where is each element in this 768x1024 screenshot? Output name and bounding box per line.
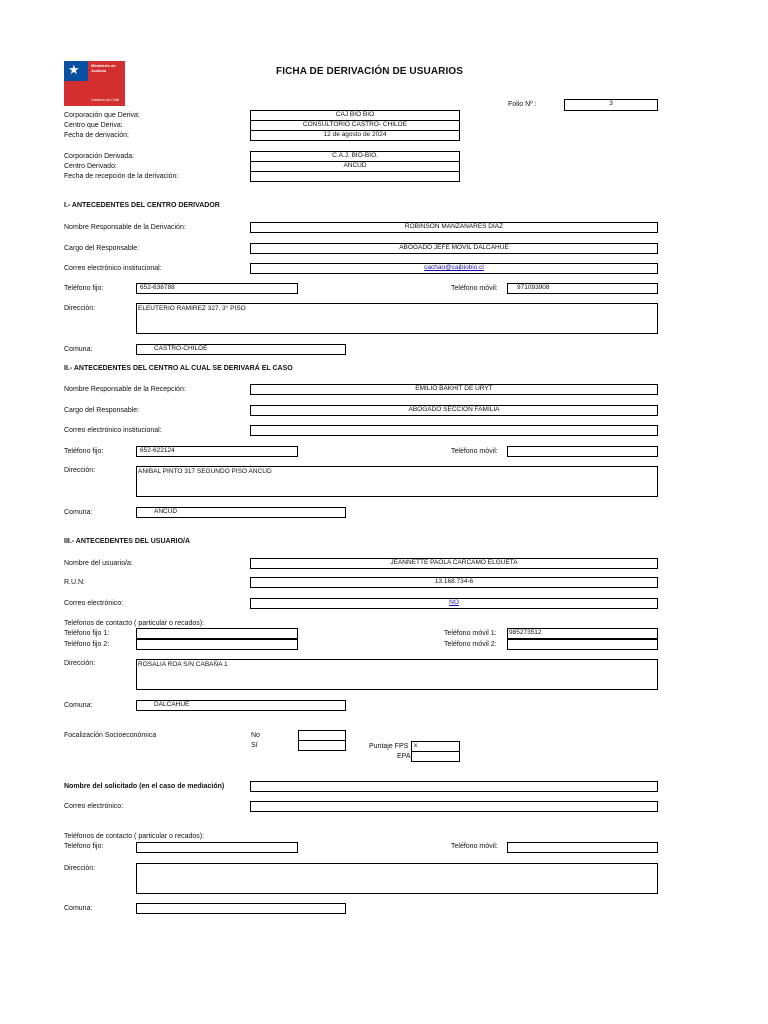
s3-epa-label: EPA (397, 753, 411, 760)
s3-correo-link[interactable]: NO (449, 599, 459, 606)
star-icon: ★ (68, 62, 80, 77)
folio-field[interactable]: 3 (564, 99, 658, 111)
s4-correo-label: Correo electrónico: (64, 803, 124, 810)
s3-run-label: R.U.N: (64, 579, 85, 586)
s3-tel-movil1-label: Teléfono móvil 1: (444, 630, 497, 637)
s3-tel-fijo1-label: Teléfono fijo 1: (64, 630, 110, 637)
folio-label: Folio Nº : (508, 101, 537, 108)
s4-comuna-label: Comuna: (64, 905, 93, 912)
s2-responsable-label: Nombre Responsable de la Recepción: (64, 386, 186, 393)
flag-red-field (64, 81, 88, 106)
s3-contacto-label: Teléfonos de contacto ( particular o recados): (64, 620, 205, 627)
logo-text: Ministerio de Justicia (91, 63, 116, 73)
s1-tel-movil-field[interactable]: 971093908 (507, 283, 658, 294)
s3-epa-field[interactable] (411, 751, 460, 762)
centro-derivado-label: Centro Derivado: (64, 163, 117, 170)
s1-correo-field[interactable] (250, 263, 658, 274)
s3-nombre-label: Nombre del usuario/a: (64, 560, 133, 567)
corp-deriva-label: Corporación que Deriva: (64, 112, 140, 119)
s3-comuna-label: Comuna: (64, 702, 93, 709)
s2-tel-fijo-label: Teléfono fijo: (64, 448, 104, 455)
centro-deriva-field[interactable]: CONSULTORIO CASTRO- CHILOE (250, 120, 460, 131)
section-1-heading: I.- ANTECEDENTES DEL CENTRO DERIVADOR (64, 202, 220, 209)
s3-si-field[interactable] (298, 740, 346, 751)
s4-tel-movil-label: Teléfono móvil: (451, 843, 498, 850)
s4-direccion-field[interactable] (136, 863, 658, 894)
centro-derivado-field[interactable]: ANCUD (250, 161, 460, 172)
s2-cargo-field[interactable]: ABOGADO SECCION FAMILIA (250, 405, 658, 416)
s2-tel-movil-label: Teléfono móvil: (451, 448, 498, 455)
section-4-heading: Nombre del solicitado (en el caso de mediación) (64, 783, 225, 790)
s3-fps-field[interactable]: x (411, 741, 460, 752)
s1-tel-fijo-label: Teléfono fijo: (64, 285, 104, 292)
s2-comuna-field[interactable]: ANCUD (136, 507, 346, 518)
s1-cargo-label: Cargo del Responsable: (64, 245, 140, 252)
s3-nombre-field[interactable]: JEANNETTE PAOLA CARCAMO ELGUETA (250, 558, 658, 569)
s4-tel-movil-field[interactable] (507, 842, 658, 853)
s4-tel-fijo-label: Teléfono fijo: (64, 843, 104, 850)
s1-tel-movil-label: Teléfono móvil: (451, 285, 498, 292)
s1-tel-fijo-field[interactable]: 652-638788 (136, 283, 298, 294)
s1-correo-label: Correo electrónico institucional: (64, 265, 162, 272)
s1-direccion-field[interactable]: ELEUTERIO RAMIREZ 327, 3° PISO (136, 303, 658, 334)
s2-responsable-field[interactable]: EMILIO BAKHIT DE URYT (250, 384, 658, 395)
s3-no-label: No (251, 732, 260, 739)
s3-run-field[interactable]: 13.168.734-6 (250, 577, 658, 588)
s4-comuna-field[interactable] (136, 903, 346, 914)
s3-si-label: Sí (251, 742, 258, 749)
s3-tel-fijo2-field[interactable] (136, 639, 298, 650)
s2-comuna-label: Comuna: (64, 509, 93, 516)
s1-cargo-field[interactable]: ABOGADO JEFE MÓVIL DALCAHUE (250, 243, 658, 254)
s1-comuna-label: Comuna: (64, 346, 93, 353)
s1-direccion-label: Dirección: (64, 305, 96, 312)
section-3-heading: III.- ANTECEDENTES DEL USUARIO/A (64, 538, 191, 545)
s1-responsable-label: Nombre Responsable de la Derivación: (64, 224, 186, 231)
centro-deriva-label: Centro que Deriva: (64, 122, 123, 129)
page-title: FICHA DE DERIVACIÓN DE USUARIOS (276, 66, 464, 77)
corp-deriva-field[interactable]: CAJ BIO BIO (250, 110, 460, 121)
s4-contacto-label: Teléfonos de contacto ( particular o recados): (64, 833, 205, 840)
s1-responsable-field[interactable]: ROBINSON MANZANARES DIAZ (250, 222, 658, 233)
s4-correo-field[interactable] (250, 801, 658, 812)
s3-focalizacion-label: Focalización Socioeconómica (64, 732, 157, 739)
s3-correo-field[interactable] (250, 598, 658, 609)
fecha-recepcion-label: Fecha de recepción de la derivación: (64, 173, 179, 180)
s3-fps-label: Puntaje FPS (369, 743, 409, 750)
ministry-logo (64, 61, 125, 106)
s2-correo-label: Correo electrónico institucional: (64, 427, 162, 434)
s3-correo-label: Correo electrónico: (64, 600, 124, 607)
s3-tel-fijo2-label: Teléfono fijo 2: (64, 641, 110, 648)
s4-direccion-label: Dirección: (64, 865, 96, 872)
fecha-recepcion-field[interactable] (250, 171, 460, 182)
section-2-heading: II.- ANTECEDENTES DEL CENTRO AL CUAL SE DERIVARÁ EL CASO (64, 365, 293, 372)
s1-comuna-field[interactable]: CASTRO-CHILOE (136, 344, 346, 355)
corp-derivada-label: Corporación Derivada: (64, 153, 135, 160)
s4-tel-fijo-field[interactable] (136, 842, 298, 853)
s1-correo-link[interactable]: cachao@cajbiobio.cl (424, 264, 484, 271)
s3-tel-movil2-label: Teléfono móvil 2: (444, 641, 497, 648)
fecha-derivacion-label: Fecha de derivación: (64, 132, 129, 139)
s4-nombre-field[interactable] (250, 781, 658, 792)
s3-direccion-label: Dirección: (64, 660, 96, 667)
corp-derivada-field[interactable]: C.A.J. BÍO-BÍO. (250, 151, 460, 162)
s3-comuna-field[interactable]: DALCAHUE (136, 700, 346, 711)
s2-tel-movil-field[interactable] (507, 446, 658, 457)
s3-tel-movil2-field[interactable] (507, 639, 658, 650)
s2-cargo-label: Cargo del Responsable: (64, 407, 140, 414)
s3-direccion-field[interactable]: ROSALIA ROA S/N CABAÑA 1 (136, 659, 658, 690)
s3-tel-movil1-field[interactable]: 985273512 (507, 628, 658, 639)
fecha-derivacion-field[interactable]: 12 de agosto de 2024 (250, 130, 460, 141)
s2-direccion-field[interactable]: ANIBAL PINTO 317 SEGUNDO PISO ANCUD (136, 466, 658, 497)
logo-footer-text: Gobierno de Chile (91, 98, 120, 102)
s2-direccion-label: Dirección: (64, 467, 96, 474)
s2-correo-field[interactable] (250, 425, 658, 436)
s3-tel-fijo1-field[interactable] (136, 628, 298, 639)
s2-tel-fijo-field[interactable]: 652-622124 (136, 446, 298, 457)
